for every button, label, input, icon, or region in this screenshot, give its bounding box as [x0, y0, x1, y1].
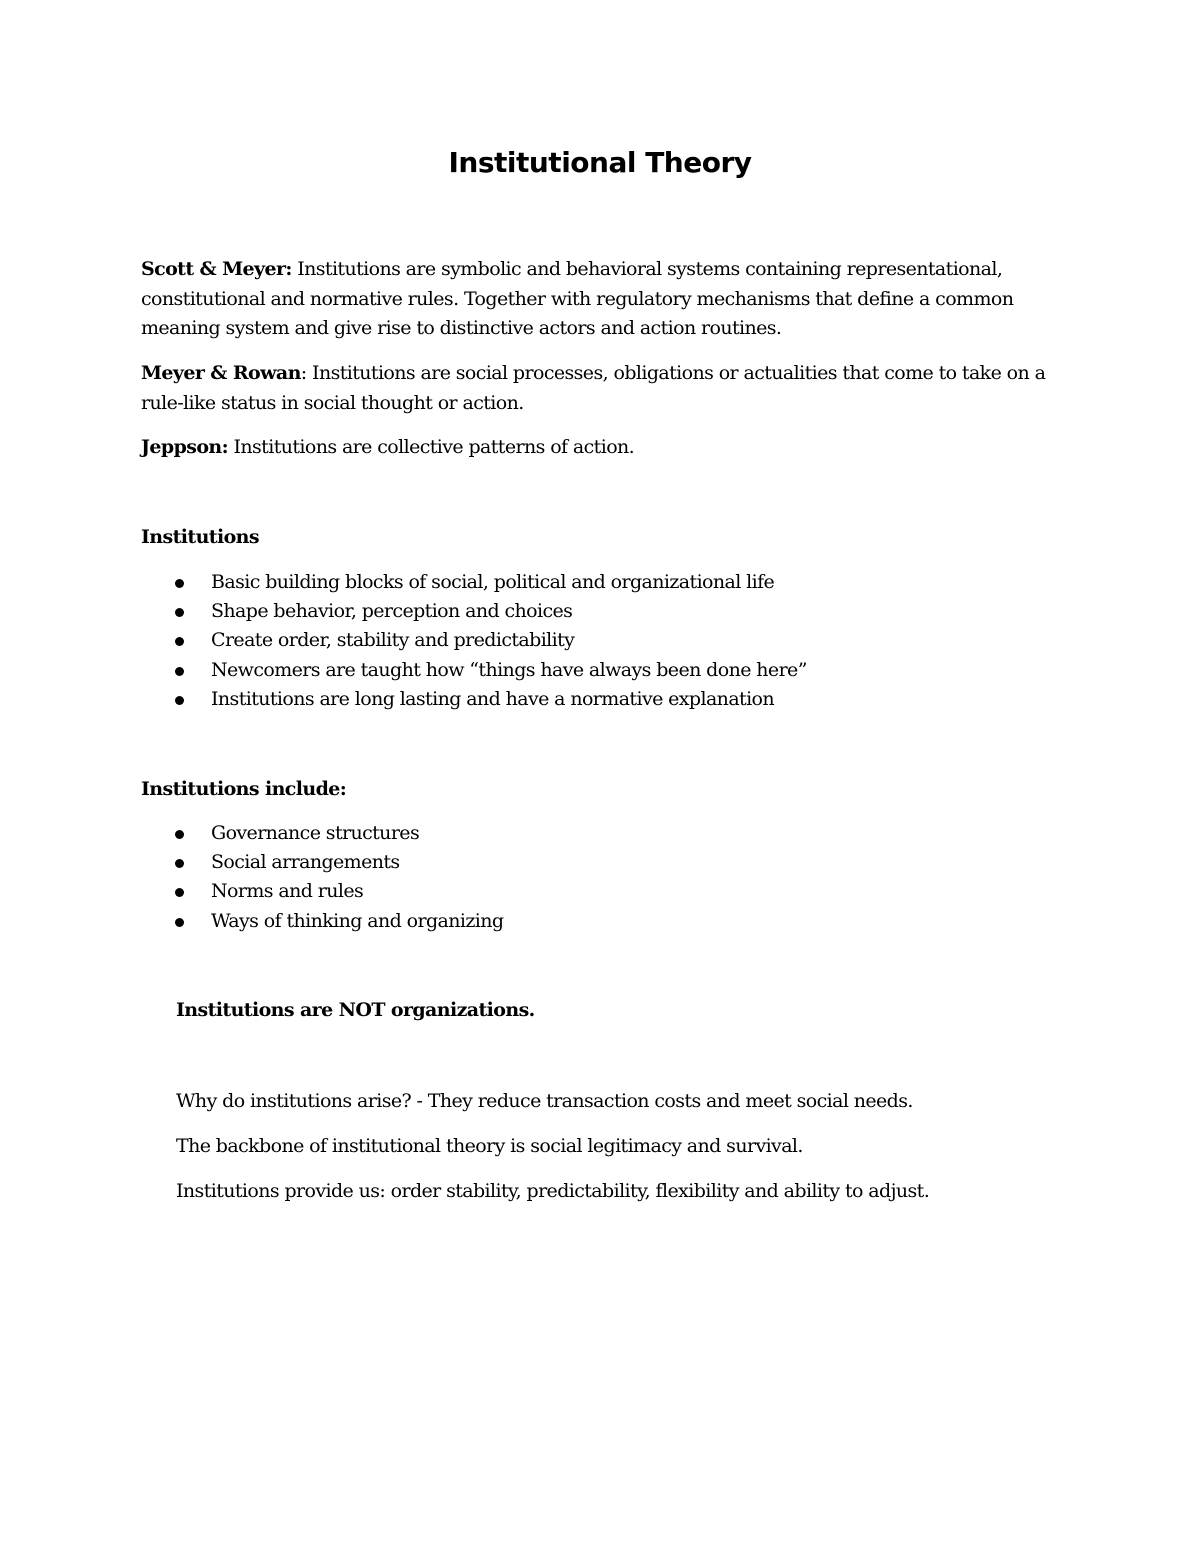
institutions-include-heading: Institutions include:: [141, 778, 347, 800]
list-item: Create order, stability and predictability: [141, 626, 807, 655]
definition-text: : Institutions are social processes, obligations or actualities that come to take on a rule-like status in social thought or action.: [141, 362, 1046, 414]
definition-jeppson: [141, 433, 1071, 463]
definition-text: Institutions are collective patterns of action.: [228, 436, 635, 458]
bullet-icon: [175, 696, 184, 705]
closing-line-backbone: The backbone of institutional theory is social legitimacy and survival.: [176, 1135, 803, 1157]
closing-line-arise: Why do institutions arise? - They reduce transaction costs and meet social needs.: [176, 1090, 913, 1112]
list-item: Shape behavior, perception and choices: [141, 597, 807, 626]
definition-author: Scott & Meyer:: [141, 258, 292, 280]
bullet-icon: [175, 608, 184, 617]
definition-meyer-rowan: [141, 359, 1071, 418]
list-item: Governance structures: [141, 819, 503, 848]
definition-text: Institutions are symbolic and behavioral systems containing representational, constitutional and normative rules. Together with regulatory mechanisms that define a common meaning system and give rise to distinctive actors and action routines.: [141, 258, 1014, 339]
list-item: Institutions are long lasting and have a normative explanation: [141, 685, 807, 714]
bullet-icon: [175, 667, 184, 676]
closing-line-provide: Institutions provide us: order stability, predictability, flexibility and ability to adjust.: [176, 1180, 930, 1202]
definition-author: Meyer & Rowan: [141, 362, 301, 384]
bullet-icon: [175, 830, 184, 839]
list-item: Social arrangements: [141, 848, 503, 877]
bullet-icon: [175, 637, 184, 646]
institutions-include-list: [141, 819, 503, 936]
definition-author: Jeppson:: [141, 436, 229, 458]
institutions-heading: Institutions: [141, 526, 259, 548]
bullet-icon: [175, 859, 184, 868]
institutions-list: [141, 568, 807, 714]
bullet-icon: [175, 888, 184, 897]
list-item: Norms and rules: [141, 877, 503, 906]
list-item: Newcomers are taught how “things have always been done here”: [141, 656, 807, 685]
not-organizations-statement: Institutions are NOT organizations.: [176, 999, 535, 1021]
bullet-icon: [175, 579, 184, 588]
bullet-icon: [175, 918, 184, 927]
definition-scott-meyer: [141, 255, 1071, 344]
document-title: Institutional Theory: [448, 146, 752, 179]
list-item: Basic building blocks of social, political and organizational life: [141, 568, 807, 597]
list-item: Ways of thinking and organizing: [141, 907, 503, 936]
